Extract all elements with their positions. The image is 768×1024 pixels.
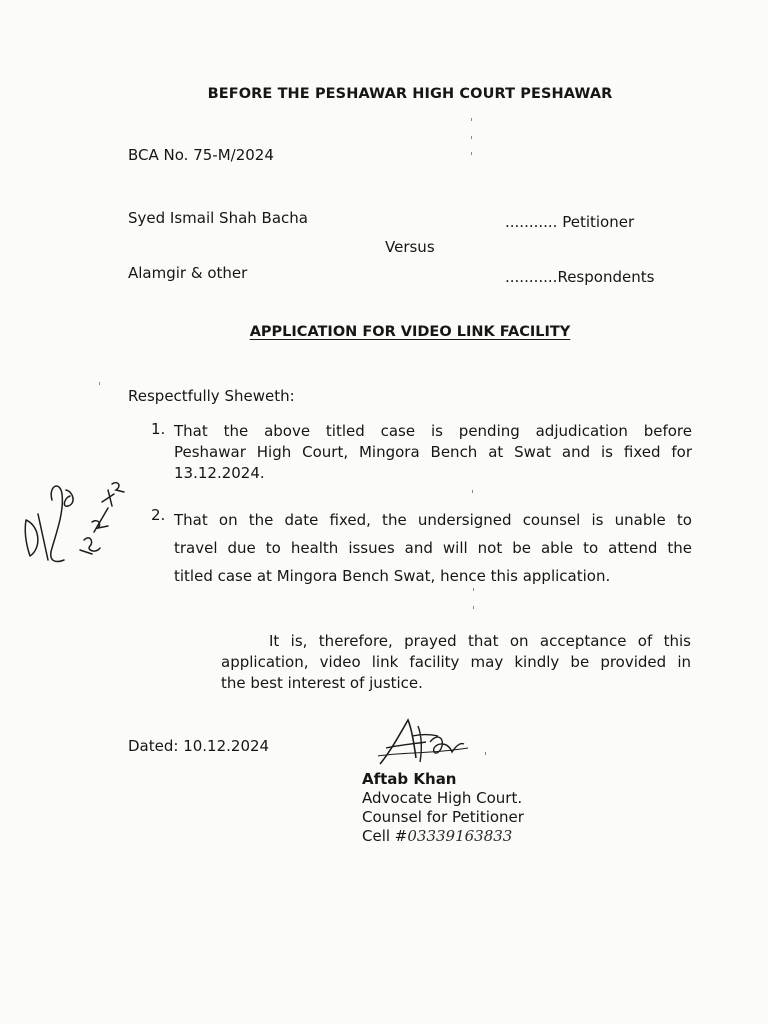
scan-speck: [473, 588, 474, 591]
scan-speck: [99, 382, 100, 385]
paragraph-1-line: 13.12.2024.: [174, 464, 265, 482]
cell-number: 03339163833: [407, 827, 513, 845]
paragraph-1-line: That the above titled case is pending adjudication before: [174, 422, 692, 440]
respondent-name: Alamgir & other: [128, 264, 248, 282]
petitioner-role: ........... Petitioner: [505, 213, 635, 231]
application-title: APPLICATION FOR VIDEO LINK FACILITY: [249, 324, 571, 340]
scan-speck: [485, 752, 486, 755]
respondent-role: ...........Respondents: [505, 268, 655, 286]
cell-line: [362, 827, 524, 846]
scan-speck: [471, 136, 472, 139]
paragraph-1-number: 1.: [151, 420, 166, 438]
paragraph-2-line: titled case at Mingora Bench Swat, hence this application.: [174, 567, 611, 585]
petitioner-name: Syed Ismail Shah Bacha: [128, 209, 308, 227]
court-title: BEFORE THE PESHAWAR HIGH COURT PESHAWAR: [207, 86, 613, 102]
prayer-paragraph: [221, 631, 691, 694]
salutation: Respectfully Sheweth:: [128, 387, 295, 405]
paragraph-2-number: 2.: [151, 506, 166, 524]
counsel-role: Counsel for Petitioner: [362, 808, 524, 826]
scan-speck: [471, 152, 472, 155]
scan-speck: [473, 606, 474, 609]
cell-label: Cell #: [362, 827, 408, 845]
paragraph-2-line: That on the date fixed, the undersigned counsel is unable to: [174, 511, 692, 529]
counsel-name: Aftab Khan: [362, 770, 457, 788]
prayer-line: application, video link facility may kindly be provided in: [221, 653, 691, 671]
versus-label: Versus: [385, 238, 435, 256]
signature-block: [362, 770, 524, 846]
dated-line: Dated: 10.12.2024: [128, 737, 270, 755]
prayer-line: the best interest of justice.: [221, 674, 423, 692]
signature-icon: [372, 712, 472, 774]
scan-speck: [472, 490, 473, 493]
paragraph-2-line: travel due to health issues and will not be able to attend the: [174, 539, 692, 557]
prayer-line: It is, therefore, prayed that on acceptance of this: [269, 632, 691, 650]
case-number: BCA No. 75-M/2024: [128, 146, 274, 164]
paragraph-1-line: Peshawar High Court, Mingora Bench at Swat and is fixed for: [174, 443, 692, 461]
paragraph-2: [174, 506, 692, 590]
paragraph-1: [174, 421, 692, 484]
margin-note-icon: [8, 470, 128, 590]
scan-speck: [471, 118, 472, 121]
counsel-title: Advocate High Court.: [362, 789, 523, 807]
